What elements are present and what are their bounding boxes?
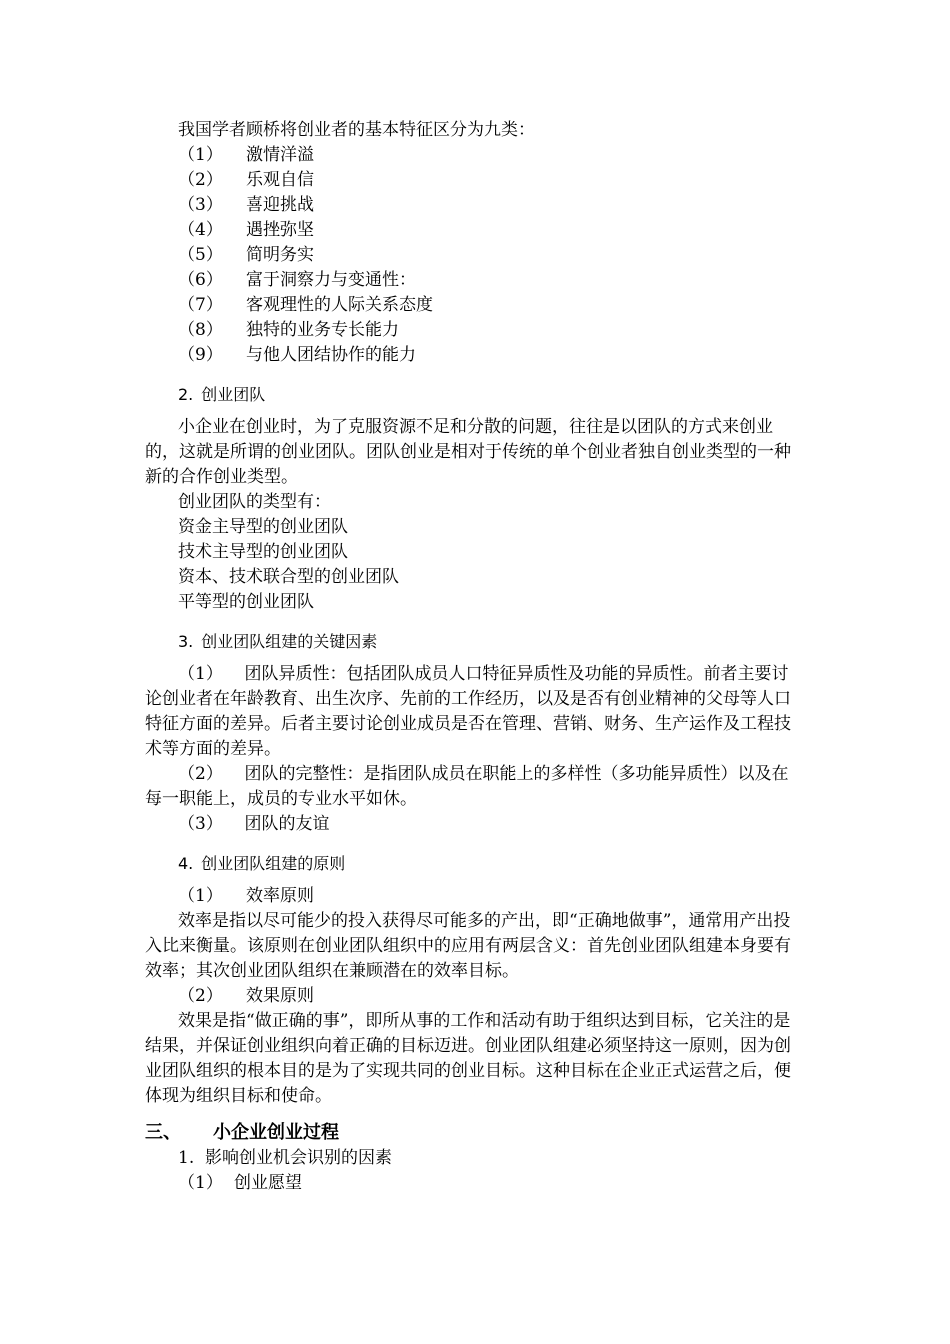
efficiency-principle-text: 效率是指以尽可能少的投入获得尽可能多的产出，即“正确地做事”，通常用产出投入比来衡量。该原则在创业团队组织中的应用有两层含义：首先创业团队组建本身要有效率；其次创业团队组织在兼顾潜在的效率目标。 xyxy=(145,911,791,981)
list-item: （9） 与他人团结协作的能力 xyxy=(178,345,416,365)
section-3-item: （2） 团队的完整性：是指团队成员在职能上的多样性（多功能异质性）以及在每一职能上，成员的专业水平如休。 xyxy=(145,764,789,809)
section-3-item: （3） 团队的友谊 xyxy=(178,814,330,834)
effect-principle-heading: （2） 效果原则 xyxy=(178,986,314,1006)
part-3-heading: 三、 小企业创业过程 xyxy=(145,1122,339,1143)
team-types-label: 创业团队的类型有： xyxy=(178,492,331,512)
list-item: （1） 激情洋溢 xyxy=(178,145,314,165)
team-type-item: 技术主导型的创业团队 xyxy=(178,542,348,562)
list-item: （4） 遇挫弥坚 xyxy=(178,220,314,240)
list-item: （3） 喜迎挑战 xyxy=(178,195,314,215)
list-item: （2） 乐观自信 xyxy=(178,170,314,190)
efficiency-principle-heading: （1） 效率原则 xyxy=(178,886,314,906)
document-page xyxy=(145,118,805,1196)
team-type-item: 资本、技术联合型的创业团队 xyxy=(178,567,399,587)
team-type-item: 平等型的创业团队 xyxy=(178,592,314,612)
section-2-paragraph: 小企业在创业时，为了克服资源不足和分散的问题，往往是以团队的方式来创业的，这就是所谓的创业团队。团队创业是相对于传统的单个创业者独自创业类型的一种新的合作创业类型。 xyxy=(145,417,791,487)
part-3-subheading: 1. 影响创业机会识别的因素 xyxy=(178,1148,393,1168)
list-item: （7） 客观理性的人际关系态度 xyxy=(178,295,433,315)
section-4-heading: 4. 创业团队组建的原则 xyxy=(178,854,346,873)
traits-list xyxy=(145,143,805,368)
intro-text: 我国学者顾桥将创业者的基本特征区分为九类： xyxy=(178,120,535,140)
list-item: （6） 富于洞察力与变通性： xyxy=(178,270,416,290)
section-2-heading: 2. 创业团队 xyxy=(178,385,266,404)
team-type-item: 资金主导型的创业团队 xyxy=(178,517,348,537)
effect-principle-text: 效果是指“做正确的事”，即所从事的工作和活动有助于组织达到目标，它关注的是结果，并保证创业组织向着正确的目标迈进。创业团队组建必须坚持这一原则，因为创业团队组织的根本目的是为了实现共同的创业目标。这种目标在企业正式运营之后，便体现为组织目标和使命。 xyxy=(145,1011,791,1106)
list-item: （5） 简明务实 xyxy=(178,245,314,265)
list-item: （1） 创业愿望 xyxy=(178,1173,302,1193)
section-3-item: （1） 团队异质性：包括团队成员人口特征异质性及功能的异质性。前者主要讨论创业者在年龄教育、出生次序、先前的工作经历，以及是否有创业精神的父母等人口特征方面的差异。后者主要讨论创业成员是否在管理、营销、财务、生产运作及工程技术等方面的差异。 xyxy=(145,664,791,759)
list-item: （8） 独特的业务专长能力 xyxy=(178,320,399,340)
section-3-heading: 3. 创业团队组建的关键因素 xyxy=(178,632,378,651)
